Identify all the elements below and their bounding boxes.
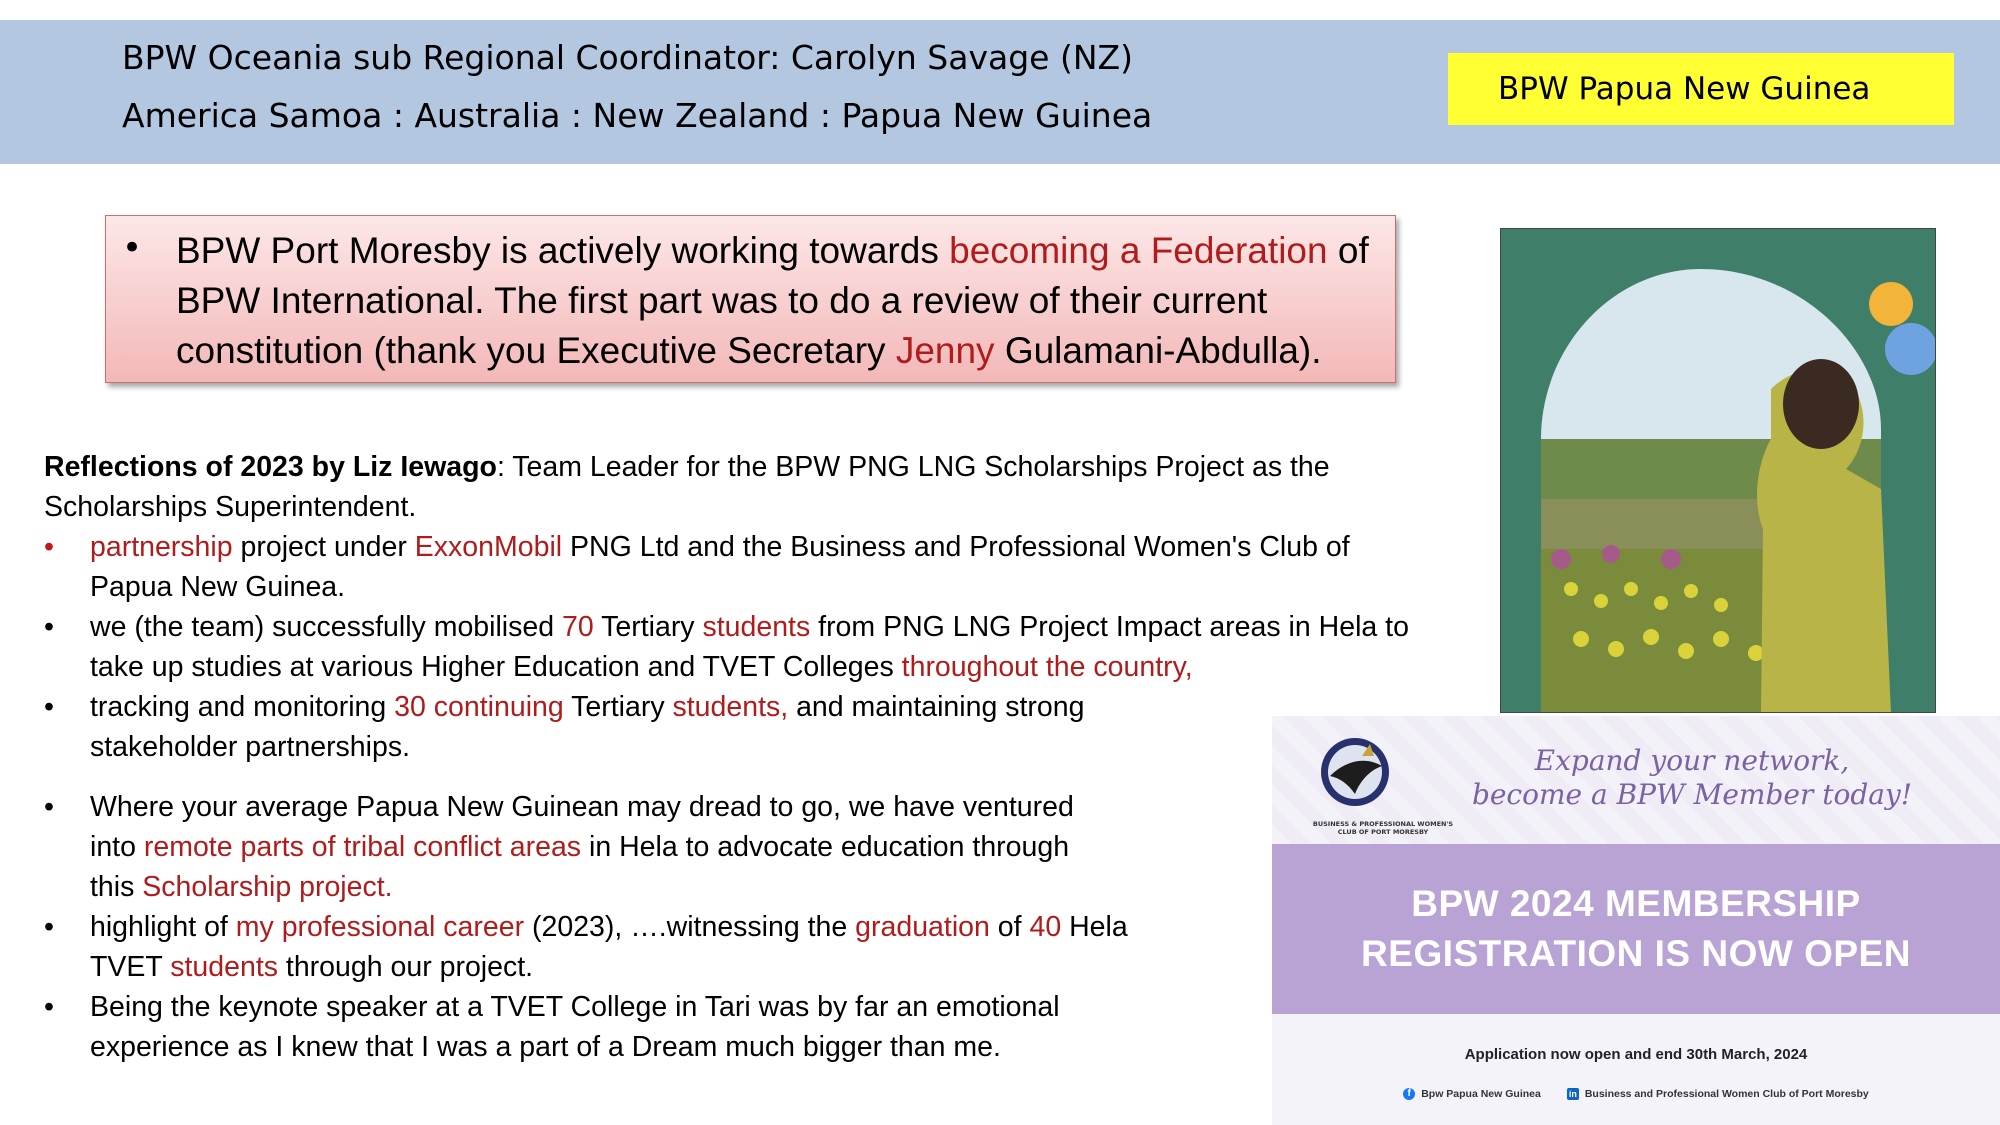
bullet: • [44, 991, 54, 1023]
tagline-line: Expand your network, [1534, 744, 1850, 777]
text: project under [232, 531, 415, 563]
photo-illustration [1501, 229, 1936, 713]
promo-tagline [1412, 744, 1972, 812]
promo-band [1272, 844, 2000, 1014]
highlight: students [702, 611, 811, 643]
text: we (the team) successfully mobilised [90, 611, 563, 643]
callout-text-part: Gulamani-Abdulla). [994, 330, 1322, 371]
reflections-list [44, 527, 1409, 1067]
text: from PNG LNG Project Impact areas in Hela to take up studies at various Higher Education and TVET Colleges [90, 611, 1409, 683]
list-item [44, 687, 1230, 767]
text: and maintaining strong stakeholder partnerships. [90, 691, 1085, 763]
bullet: • [44, 791, 54, 823]
text: tracking and monitoring [90, 691, 395, 723]
callout-highlight: becoming a Federation [949, 230, 1328, 271]
highlight: 30 continuing [394, 691, 564, 723]
list-item [44, 607, 1410, 687]
text: PNG Ltd and the Business and Professional Women's Club of Papua New Guinea. [90, 531, 1350, 603]
callout-text-part: of BPW International. The first part was to do a review of their current constitution (thank you Executive Secretary [176, 230, 1369, 371]
callout-highlight: Jenny [895, 330, 995, 371]
highlight: students, [672, 691, 789, 723]
bullet: • [44, 911, 54, 943]
facebook-link[interactable] [1403, 1088, 1541, 1100]
highlight: remote parts of tribal conflict areas [143, 831, 582, 863]
bpw-logo-icon [1300, 726, 1410, 816]
tagline-line: become a BPW Member today! [1471, 778, 1913, 811]
highlight: ExxonMobil [414, 531, 563, 563]
highlight: graduation [855, 911, 990, 943]
linkedin-link[interactable] [1567, 1088, 1869, 1100]
list-item [44, 987, 1180, 1067]
country-badge: BPW Papua New Guinea [1448, 53, 1954, 125]
facebook-icon: f [1403, 1088, 1415, 1100]
linkedin-label: Business and Professional Women Club of Port Moresby [1584, 1088, 1869, 1100]
highlight: Scholarship project. [142, 871, 393, 903]
text: of [989, 911, 1030, 943]
reflections-intro [44, 447, 1344, 527]
callout-bullet: • [122, 228, 143, 268]
list-item [44, 527, 1380, 607]
text: highlight of [90, 911, 236, 943]
callout-text [176, 226, 1386, 376]
list-item [44, 787, 1110, 907]
highlight: 70 [562, 611, 594, 643]
bullet: • [44, 611, 54, 643]
reflections-section [44, 447, 1409, 1067]
highlight: 40 [1029, 911, 1062, 943]
list-item [44, 907, 1160, 987]
spacer [44, 767, 1384, 787]
text: Hela TVET [90, 911, 1128, 983]
highlight: partnership [90, 531, 233, 563]
facebook-label: Bpw Papua New Guinea [1421, 1088, 1541, 1100]
highlight: throughout the country, [901, 651, 1193, 683]
highlight: my professional career [235, 911, 525, 943]
promo-headline: BPW 2024 MEMBERSHIP [1411, 883, 1861, 924]
text: Tertiary [563, 691, 673, 723]
reflections-title: Reflections of 2023 by Liz Iewago [44, 451, 497, 483]
text: through our project. [278, 951, 534, 983]
bullet: • [44, 691, 54, 723]
promo-headline: REGISTRATION IS NOW OPEN [1361, 933, 1911, 974]
callout-text-part: BPW Port Moresby is actively working towards [176, 230, 950, 271]
linkedin-icon: in [1568, 1089, 1577, 1099]
federation-callout [105, 215, 1396, 383]
application-deadline: Application now open and end 30th March, 2024 [1464, 1046, 1808, 1063]
countries-line: America Samoa : Australia : New Zealand : Papua New Guinea [122, 96, 1153, 135]
reflections-lead: : Team Leader for the BPW PNG LNG Scholarships Project as the Scholarships Superintendent. [44, 451, 1330, 523]
coordinator-line: BPW Oceania sub Regional Coordinator: Carolyn Savage (NZ) [122, 38, 1133, 77]
header-banner [0, 20, 2000, 164]
text: Being the keynote speaker at a TVET College in Tari was by far an emotional experience as I knew that I was a part of a Dream much bigger than me. [90, 991, 1060, 1063]
bpw-logo [1300, 726, 1454, 838]
logo-caption: BUSINESS & PROFESSIONAL WOMEN'S CLUB OF PORT MORESBY [1312, 820, 1454, 836]
speaker-photo [1500, 228, 1936, 713]
membership-promo [1272, 716, 2000, 1125]
text: (2023), ….witnessing the [524, 911, 856, 943]
text: Where your average Papua New Guinean may dread to go, we have ventured into [90, 791, 1074, 863]
top-strip [0, 0, 2000, 20]
highlight: students [170, 951, 278, 983]
bullet: • [44, 531, 54, 563]
text: Tertiary [593, 611, 703, 643]
social-links [1272, 1088, 2000, 1100]
text: in Hela to advocate education through this [90, 831, 1070, 903]
